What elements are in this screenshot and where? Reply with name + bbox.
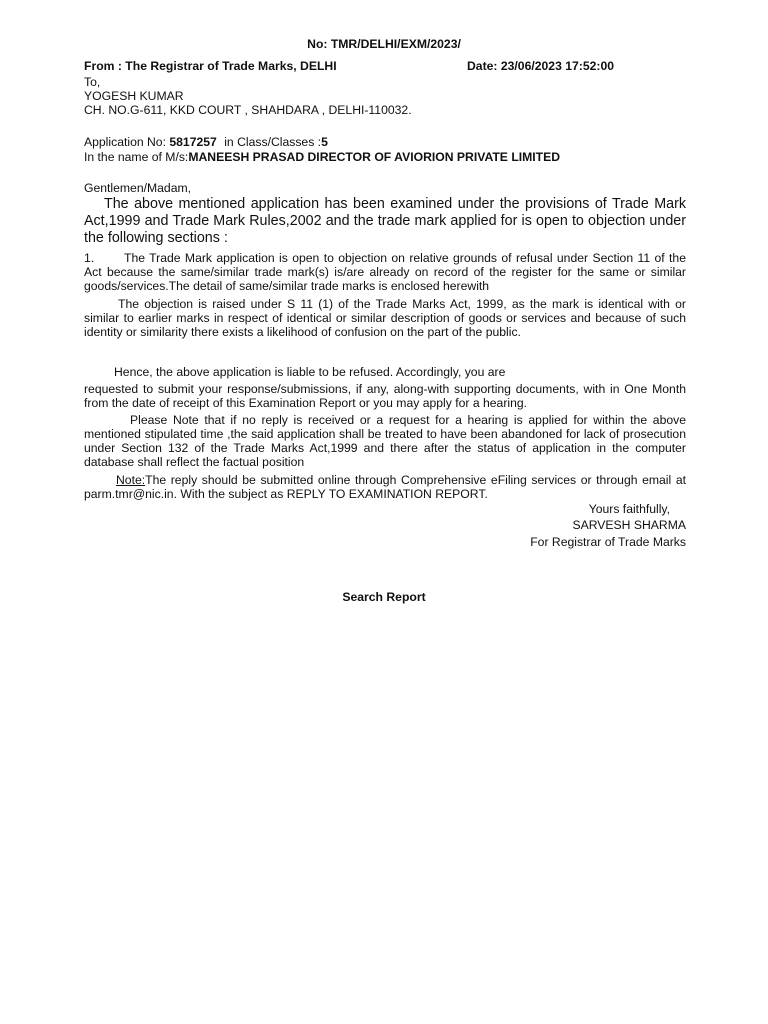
point-number: 1. bbox=[84, 251, 95, 265]
signatory-title: For Registrar of Trade Marks bbox=[530, 535, 686, 549]
reply-note-text: The reply should be submitted online through Comprehensive eFiling services or through email at parm.tmr@nic.in. With the subject as REPLY TO EXAMINATION REPORT. bbox=[84, 473, 686, 501]
closing: Yours faithfully, bbox=[588, 502, 670, 516]
application-label: Application No: bbox=[84, 135, 166, 149]
application-number: 5817257 bbox=[169, 135, 217, 149]
objection-point-1-text: The Trade Mark application is open to objection on relative grounds of refusal under Section 11 of the Act because the same/similar trade mark(s) is/are already on record of the register for the same or similar goods/services.The detail of same/similar trade marks is enclosed herewith bbox=[84, 251, 686, 293]
request-paragraph: requested to submit your response/submissions, if any, along-with supporting documents, with in One Month from the date of receipt of this Examination Report or you may apply for a hearing. bbox=[84, 382, 686, 410]
class-value: 5 bbox=[321, 135, 328, 149]
reply-note-paragraph bbox=[84, 473, 686, 501]
abandonment-notice-text: Please Note that if no reply is received or a request for a hearing is applied for within the above mentioned stipulated time ,the said application shall be treated to have been abandoned for lack of prosecution under Section 132 of the Trade Marks Act,1999 and there after the status of application in the computer database shall reflect the factual position bbox=[84, 413, 686, 469]
main-paragraph-text: The above mentioned application has been examined under the provisions of Trade Mark Act,1999 and Trade Mark Rules,2002 and the trade mark applied for is open to objection under the following sections : bbox=[84, 196, 686, 246]
objection-detail-text: The objection is raised under S 11 (1) of the Trade Marks Act, 1999, as the mark is identical with or similar to earlier marks in respect of identical or similar description of goods or services and because of such identity or similarity there exists a likelihood of confusion on the part of the public. bbox=[84, 297, 686, 339]
date-line: Date: 23/06/2023 17:52:00 bbox=[467, 59, 615, 73]
signatory-name: SARVESH SHARMA bbox=[572, 518, 686, 532]
refusal-paragraph: Hence, the above application is liable to be refused. Accordingly, you are bbox=[114, 365, 506, 379]
applicant-name-label: In the name of M/s: bbox=[84, 150, 189, 164]
addressee-name: YOGESH KUMAR bbox=[84, 89, 184, 103]
applicant-name-line bbox=[84, 150, 560, 164]
search-report-heading: Search Report bbox=[342, 590, 426, 604]
salutation: Gentlemen/Madam, bbox=[84, 181, 192, 195]
to-label: To, bbox=[84, 75, 101, 89]
main-paragraph bbox=[84, 196, 686, 247]
application-line bbox=[84, 135, 328, 149]
note-label: Note: bbox=[116, 473, 146, 487]
reference-number: No: TMR/DELHI/EXM/2023/ bbox=[307, 37, 461, 51]
objection-point-1 bbox=[84, 251, 686, 293]
applicant-name: MANEESH PRASAD DIRECTOR OF AVIORION PRIVATE LIMITED bbox=[188, 150, 561, 164]
abandonment-notice-paragraph bbox=[84, 413, 686, 469]
class-label: in Class/Classes : bbox=[224, 135, 322, 149]
addressee-address: CH. NO.G-611, KKD COURT , SHAHDARA , DELHI-110032. bbox=[84, 103, 412, 117]
sender-line: From : The Registrar of Trade Marks, DELHI bbox=[84, 59, 337, 73]
objection-detail-paragraph bbox=[84, 297, 686, 339]
